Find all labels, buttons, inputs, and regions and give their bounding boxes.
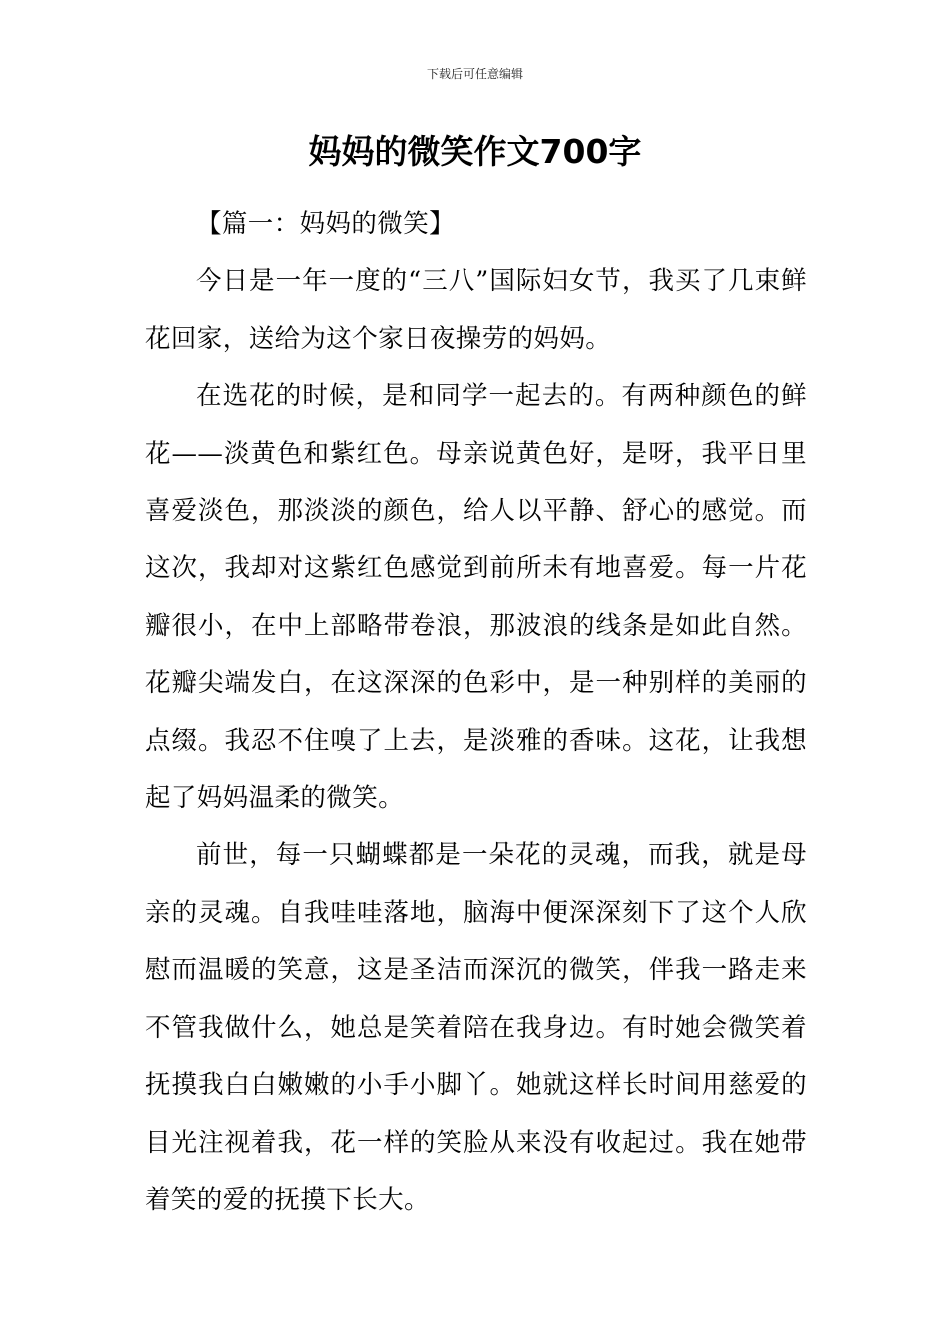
paragraph: 前世，每一只蝴蝶都是一朵花的灵魂，而我，就是母亲的灵魂。自我哇哇落地，脑海中便深深刻下了这个人欣慰而温暖的笑意，这是圣洁而深沉的微笑，伴我一路走来不管我做什么，她总是笑着陪在我身边。有时她会微笑着抚摸我白白嫩嫩的小手小脚丫。她就这样长时间用慈爱的目光注视着我，花一样的笑脸从来没有收起过。我在她带着笑的爱的抚摸下长大。 bbox=[145, 840, 807, 1215]
document-title: 妈妈的微笑作文700字 bbox=[308, 132, 642, 171]
paragraph: 今日是一年一度的“三八”国际妇女节，我买了几束鲜花回家，送给为这个家日夜操劳的妈妈。 bbox=[145, 266, 807, 354]
section-heading: 【篇一：妈妈的微笑】 bbox=[196, 209, 456, 239]
document-body bbox=[145, 196, 807, 1229]
header-note: 下载后可任意编辑 bbox=[426, 67, 523, 81]
paragraph: 在选花的时候，是和同学一起去的。有两种颜色的鲜花——淡黄色和紫红色。母亲说黄色好，是呀，我平日里喜爱淡色，那淡淡的颜色，给人以平静、舒心的感觉。而这次，我却对这紫红色感觉到前所未有地喜爱。每一片花瓣很小，在中上部略带卷浪，那波浪的线条是如此自然。花瓣尖端发白，在这深深的色彩中，是一种别样的美丽的点缀。我忍不住嗅了上去，是淡雅的香味。这花，让我想起了妈妈温柔的微笑。 bbox=[145, 381, 807, 814]
